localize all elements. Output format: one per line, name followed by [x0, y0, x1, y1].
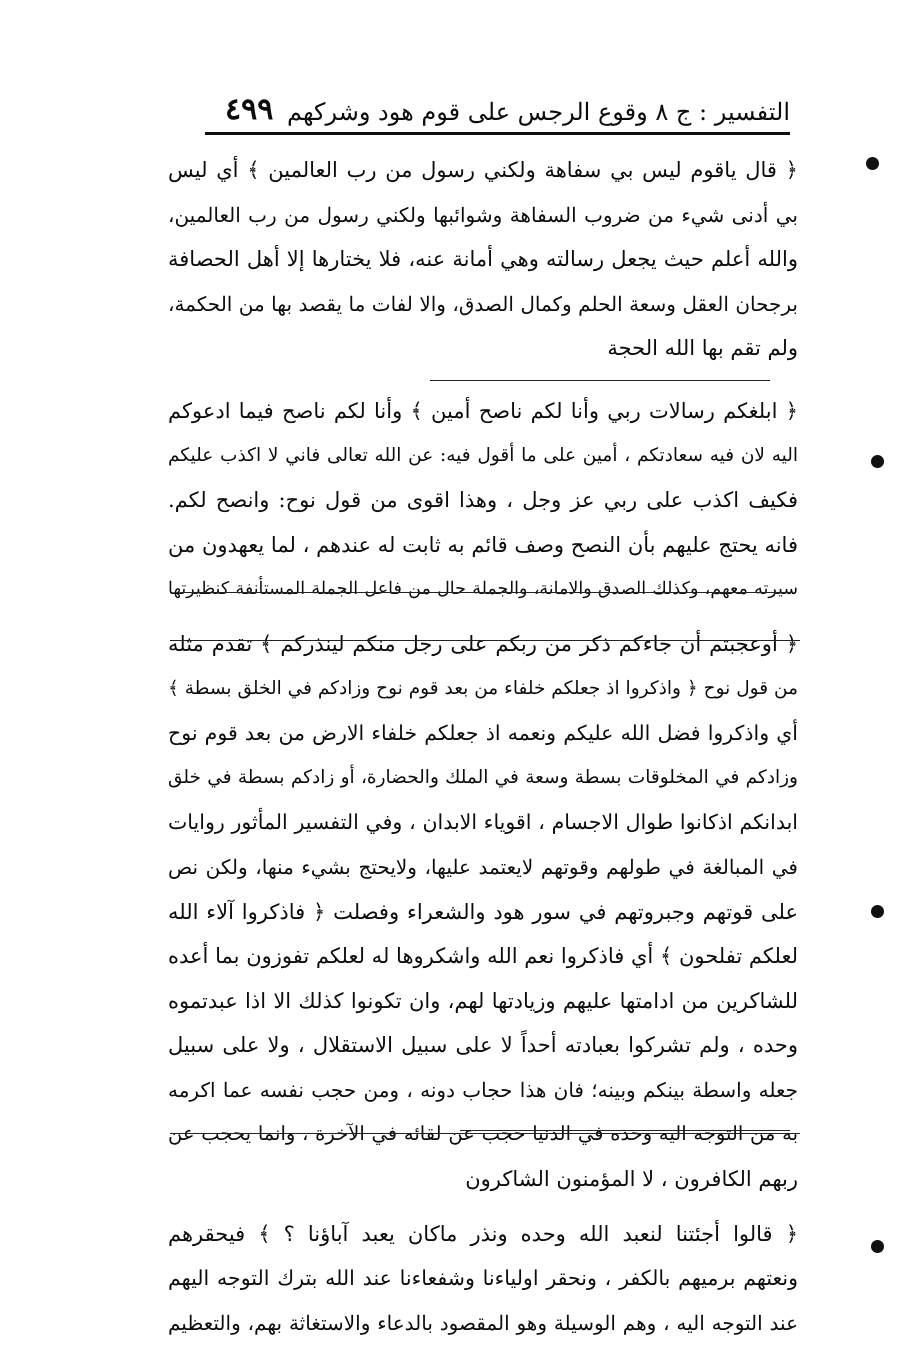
- paragraph: [168, 1212, 798, 1345]
- punch-hole-dot: [866, 157, 879, 170]
- text-line: من قول نوح ﴿ واذكروا اذ جعلكم خلفاء من بعد قوم نوح وزادكم في الخلق بسطة ﴾: [168, 677, 798, 699]
- verse-overline: [170, 1133, 800, 1134]
- paragraph: [168, 389, 798, 612]
- text-line: ربهم الكافرون ، لا المؤمنون الشاكرون: [465, 1167, 798, 1192]
- text-line: والله أعلم حيث يجعل رسالته وهي أمانة عنه، فلا يختارها إلا أهل الحصافة: [168, 247, 798, 272]
- paragraph-gap: [168, 1202, 798, 1212]
- punch-hole-dot: [871, 1240, 884, 1253]
- text-line: وحده ، ولم تشركوا بعبادته أحداً لا على سبيل الاستقلال ، ولا على سبيل: [168, 1033, 798, 1058]
- page-number: ٤٩٩: [225, 92, 274, 127]
- text-line: ﴿ قالوا أجئتنا لنعبد الله وحده ونذر ماكان يعبد آباؤنا ؟ ﴾ فيحقرهم: [168, 1221, 798, 1246]
- verse-overline: [180, 592, 790, 593]
- text-line: برجحان العقل وسعة الحلم وكمال الصدق، والا لفات ما يقصد بها من الحكمة،: [168, 291, 798, 316]
- text-line: بي أدنى شيء من ضروب السفاهة وشوائبها ولكني رسول من رب العالمين،: [168, 202, 798, 227]
- text-line: سيرته معهم، وكذلك الصدق والامانة، والجملة حال من فاعل الجملة المستأنفة كنظيرتها: [168, 579, 798, 600]
- page-header: [205, 92, 790, 136]
- text-line: ابدانكم اذكانوا طوال الاجسام ، اقوياء الابدان ، وفي التفسير المأثور روايات: [168, 810, 798, 835]
- body-text: [168, 148, 798, 1345]
- text-line: وزادكم في المخلوقات بسطة وسعة في الملك والحضارة، أو زادكم بسطة في خلق: [168, 766, 798, 788]
- punch-hole-dot: [871, 455, 884, 468]
- text-line: لعلكم تفلحون ﴾ أي فاذكروا نعم الله واشكروها له لعلكم تفوزون بما أعده: [168, 944, 798, 969]
- text-line: على قوتهم وجبروتهم في سور هود والشعراء وفصلت ﴿ فاذكروا آلاء الله: [168, 899, 798, 924]
- text-line: ﴿ ابلغكم رسالات ربي وأنا لكم ناصح أمين ﴾ وأنا لكم ناصح فيما ادعوكم: [168, 398, 798, 423]
- header-rule: [205, 132, 790, 135]
- paragraph: [168, 622, 798, 1202]
- text-line: فكيف اكذب على ربي عز وجل ، وهذا اقوى من قول نوح: وانصح لكم.: [168, 488, 798, 513]
- paragraph: [168, 148, 798, 371]
- text-line: عند التوجه اليه ، وهم الوسيلة وهو المقصود بالدعاء والاستغاثة بهم، والتعظيم: [168, 1310, 798, 1335]
- text-line: أي واذكروا فضل الله عليكم ونعمه اذ جعلكم خلفاء الارض من بعد قوم نوح: [168, 721, 798, 746]
- text-line: به من التوجه اليه وحده في الدنيا حجب عن لقائه في الآخرة ، وانما يحجب عن: [168, 1122, 798, 1146]
- text-line: للشاكرين من ادامتها عليهم وزيادتها لهم، وان تكونوا كذلك الا اذا عبدتموه: [168, 988, 798, 1013]
- text-line: جعله واسطة بينكم وبينه؛ فان هذا حجاب دونه ، ومن حجب نفسه عما اكرمه: [168, 1077, 798, 1102]
- verse-overline: [460, 1130, 790, 1131]
- paragraph-gap: [168, 612, 798, 622]
- verse-overline: [430, 380, 770, 381]
- running-title: التفسير : ج ٨ وقوع الرجس على قوم هود وشركهم: [287, 98, 790, 126]
- text-line: ولم تقم بها الله الحجة: [607, 336, 798, 361]
- text-line: اليه لان فيه سعادتكم ، أمين على ما أقول فيه: عن الله تعالى فاني لا اكذب عليكم: [168, 444, 798, 466]
- verse-overline: [170, 640, 800, 641]
- text-line: في المبالغة في طولهم وقوتهم لايعتمد عليها، ولايحتج بشيء منها، ولكن نص: [168, 854, 798, 879]
- text-line: ﴿ قال ياقوم ليس بي سفاهة ولكني رسول من رب العالمين ﴾ أي ليس: [168, 158, 798, 182]
- text-line: ﴿ أوعجبتم أن جاءكم ذكر من ربكم على رجل منكم لينذركم ﴾ تقدم مثله: [168, 631, 798, 656]
- text-line: فانه يحتج عليهم بأن النصح وصف قائم به ثابت له عندهم ، لما يعهدون من: [168, 532, 798, 557]
- text-line: ونعتهم برميهم بالكفر ، ونحقر اولياءنا وشفعاءنا عند الله بترك التوجه اليهم: [168, 1266, 798, 1291]
- punch-hole-dot: [871, 905, 884, 918]
